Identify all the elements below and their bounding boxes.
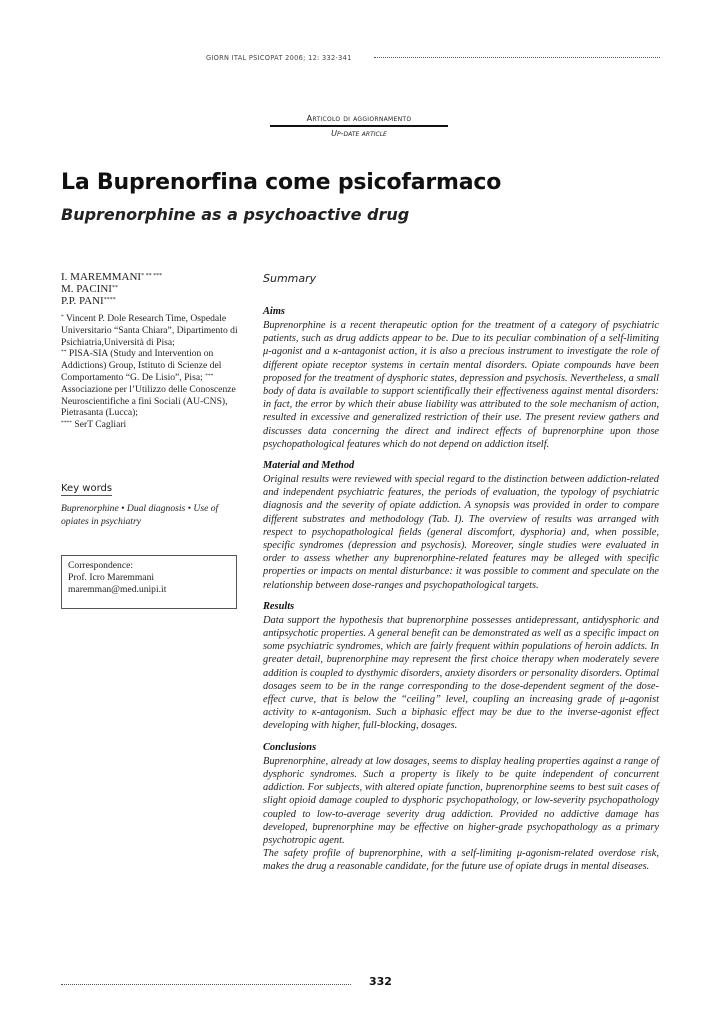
affiliation-mark: *** bbox=[205, 372, 214, 379]
author-1 bbox=[61, 271, 239, 283]
journal-reference: GIORN ITAL PSICOPAT 2006; 12: 332-341 bbox=[206, 54, 352, 62]
conclusions-heading: Conclusions bbox=[263, 741, 317, 753]
results-heading: Results bbox=[263, 600, 295, 612]
article-title: La Buprenorfina come psicofarmaco bbox=[61, 170, 502, 195]
article-subtitle: Buprenorphine as a psychoactive drug bbox=[61, 205, 410, 224]
author-column bbox=[61, 271, 239, 431]
author-name: I. MAREMMANI bbox=[61, 271, 142, 283]
affiliation-3: Associazione per l’Utilizzo delle Conoscenze Neuroscientifiche a fini Sociali (AU-CNS), Pietrasanta (Lucca); bbox=[61, 383, 236, 419]
author-marks: * ** *** bbox=[141, 273, 163, 279]
affiliations bbox=[61, 313, 239, 431]
page-number: 332 bbox=[369, 975, 392, 988]
article-type-block bbox=[270, 114, 448, 138]
methods-text: Original results were reviewed with special regard to the distinction between addiction-related and independent psychiatric features, the periods of evaluation, the typology of psychiatric diagnosis and the severity of opiate addiction. A synopsis was provided in order to compare different substrates and methodology (Tab. I). The overview of results was arranged with respect to psychopathological fields (general discomfort, dysphoria) and, when possible, specific syndromes (depression and psychosis). Moreover, single studies were evaluated in order to assess whether any buprenorphine-related features may be alleged with specific properties or impacts on mental disturbance: it was possible to comment and speculate on the relationship between dose-ranges and psychopathological targets. bbox=[263, 474, 659, 591]
footer-dotted-rule bbox=[61, 984, 351, 985]
aims-heading: Aims bbox=[263, 306, 285, 317]
article-type-italian: Articolo di aggiornamento bbox=[306, 114, 412, 123]
affiliation-mark: **** bbox=[61, 420, 72, 427]
author-2 bbox=[61, 283, 239, 295]
conclusions-text-2: The safety profile of buprenorphine, with a self-limiting μ-agonism-related overdose risk, makes the drug a reasonable candidate, for the future use of opiate drugs in mental diseases. bbox=[263, 848, 659, 873]
aims-text: Buprenorphine is a recent therapeutic option for the treatment of a category of psychiatric patients, such as drug addicts appear to be. Due to its peculiar combination of a self-limiting μ-agonist and a κ-antagonist action, it is also a precious instrument to investigate the role of different opiate receptor systems in certain mental disorders. Opiate compounds have been proposed for the treatment of dysphoric states, depression and psychosis. Nevertheless, a small body of data is available to support scientifically their effectiveness against mental disorders: in fact, the error by which their abuse liability was attributed to the sole mechanism of action, resulted in excessive and generalized restriction of their use. The present review gathers and discusses data concerning the direct and indirect effects of buprenorphine upon those psychopathological features which do not depend on addiction itself. bbox=[263, 320, 659, 450]
author-3 bbox=[61, 295, 239, 307]
header-dotted-rule bbox=[374, 57, 660, 58]
results-text: Data support the hypothesis that buprenorphine possesses antidepressant, antidysphoric and antipsychotic properties. A general benefit can be demonstrated as well as a specific impact on some psychiatric syndromes, which are fairly frequent within populations of heroin addicts. In greater detail, buprenorphine may represent the first choice therapy when moderately severe addition is coupled to dysthymic disorders, anxiety disorders or personality disorders. Optimal dosages seem to be in the range corresponding to the dose-dependent segment of the dose-effect curve, that is below the “ceiling” level, coupling an increasing grade of μ-agonist activity to κ-antagonism. Such a biphasic effect may be due to the inverse-agonist effect developing with higher, full-blocking, dosages. bbox=[263, 614, 659, 732]
conclusions-text-1: Buprenorphine, already at low dosages, seems to display healing properties against a range of dysphoric syndromes. Such a property is likely to be quite independent of concurrent addiction. For subjects, with altered opiate function, buprenorphine seems to best suit cases of slight opioid damage coupled to dysphoric psychopathology, or low-severity psychopathology coupled to low-to-average severity drug addiction. Provided no addictive damage has developed, buprenorphine may be effective on higher-grade psychopathology as a primary psychotropic agent. bbox=[263, 755, 659, 846]
correspondence-label: Correspondence: bbox=[68, 560, 134, 571]
affiliation-1: Vincent P. Dole Research Time, Ospedale Universitario “Santa Chiara”, Dipartimento di Psichiatria,Università di Pisa; bbox=[61, 313, 238, 348]
keywords-heading: Key words bbox=[61, 483, 113, 494]
correspondence-name: Prof. Icro Maremmani bbox=[68, 572, 155, 583]
article-type-rule bbox=[270, 125, 448, 127]
correspondence-email[interactable]: maremman@med.unipi.it bbox=[68, 584, 167, 595]
correspondence-box bbox=[61, 555, 237, 609]
summary-heading: Summary bbox=[263, 272, 317, 285]
keywords-text: Buprenorphine • Dual diagnosis • Use of opiates in psychiatry bbox=[61, 503, 219, 527]
summary-body bbox=[263, 305, 659, 874]
author-name: P.P. PANI bbox=[61, 295, 104, 307]
affiliation-4: SerT Cagliari bbox=[74, 419, 127, 431]
affiliation-2: PISA-SIA (Study and Intervention on Addictions) Group, Istituto di Scienze del Comportamento “G. De Lisio”, Pisa; bbox=[61, 348, 222, 383]
article-type-english: Up-date article bbox=[331, 129, 387, 138]
methods-heading: Material and Method bbox=[263, 460, 355, 472]
affiliation-mark: ** bbox=[61, 349, 67, 356]
author-marks: **** bbox=[103, 297, 116, 303]
affiliation-mark: * bbox=[61, 314, 64, 320]
author-name: M. PACINI bbox=[61, 283, 112, 295]
author-marks: ** bbox=[111, 285, 118, 291]
